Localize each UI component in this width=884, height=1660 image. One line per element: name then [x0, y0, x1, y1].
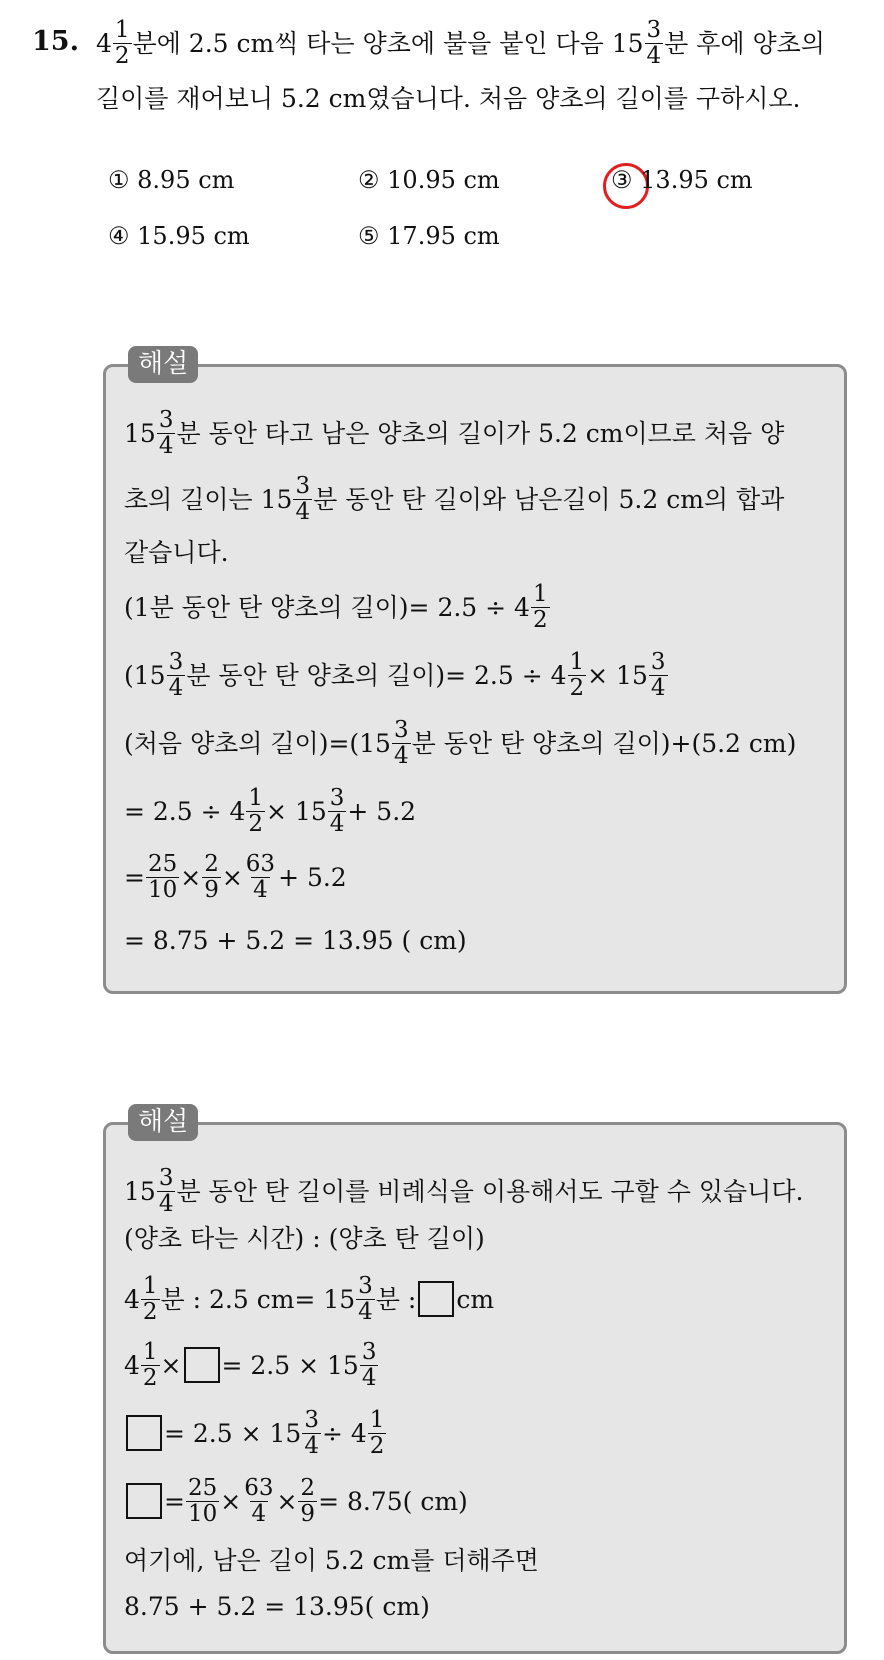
solution-tag-2: 해설 — [128, 1104, 198, 1141]
solution-line: 여기에, 남은 길이 5.2 cm를 더해주면 — [124, 1546, 539, 1575]
solution-line: 15 $\frac{3}{4}$ 분 동안 타고 남은 양초의 길이가 5.2 cm이므로 처음 양 — [124, 407, 785, 459]
blank-box — [126, 1415, 162, 1451]
choice-2[interactable]: ② 10.95 cm — [358, 166, 500, 194]
blank-box — [418, 1281, 454, 1317]
solution-line: = 2.5 ÷ 4 $\frac{1}{2}$ × 15 $\frac{3}{4}$ + 5.2 — [124, 785, 417, 837]
solution-line: 15 $\frac{3}{4}$ 분 동안 탄 길이를 비례식을 이용해서도 구할 수 있습니다. — [124, 1165, 804, 1217]
solution-line: (양초 타는 시간) : (양초 탄 길이) — [124, 1224, 485, 1253]
question-line-1: 4 $\frac{1}{2}$ 분에 2.5 cm씩 타는 양초에 불을 붙인 다음 15 $\frac{3}{4}$ 분 후에 양초의 — [96, 17, 825, 69]
solution-line: = 2.5 × 15 $\frac{3}{4}$ ÷ 4 $\frac{1}{2}$ — [124, 1408, 387, 1459]
choice-1[interactable]: ① 8.95 cm — [108, 166, 235, 194]
solution-line: = $\frac{25}{10}$ × $\frac{63}{4}$ × $\frac{2}{9}$ = 8.75( cm) — [124, 1476, 468, 1527]
solution-tag-1: 해설 — [128, 346, 198, 383]
solution-line: (1분 동안 탄 양초의 길이)= 2.5 ÷ 4 $\frac{1}{2}$ — [124, 581, 548, 633]
blank-box — [126, 1483, 162, 1519]
choice-5[interactable]: ⑤ 17.95 cm — [358, 222, 500, 250]
solution-line: = 8.75 + 5.2 = 13.95 ( cm) — [124, 926, 467, 955]
solution-line: (15 $\frac{3}{4}$ 분 동안 탄 양초의 길이)= 2.5 ÷ 4 $\frac{1}{2}$ × 15 $\frac{3}{4}$ — [124, 649, 666, 701]
solution-line: 초의 길이는 15 $\frac{3}{4}$ 분 동안 탄 길이와 남은길이 5.2 cm의 합과 — [124, 473, 785, 525]
solution-line: = $\frac{25}{10}$ × $\frac{2}{9}$ × $\frac{63}{4}$ + 5.2 — [124, 851, 347, 903]
solution-line: (처음 양초의 길이)=(15 $\frac{3}{4}$ 분 동안 탄 양초의 길이)+(5.2 cm) — [124, 717, 797, 769]
blank-box — [184, 1347, 220, 1383]
fraction: $\frac{3}{4}$ — [646, 17, 662, 69]
solution-line: 같습니다. — [124, 538, 229, 567]
choice-3[interactable]: ③ 13.95 cm — [611, 166, 753, 194]
solution-line: 4 $\frac{1}{2}$ 분 : 2.5 cm= 15 $\frac{3}{4}$ 분 : cm — [124, 1273, 495, 1325]
solution-line: 8.75 + 5.2 = 13.95( cm) — [124, 1592, 430, 1621]
question-number: 15. — [32, 26, 79, 57]
solution-line: 4 $\frac{1}{2}$ × = 2.5 × 15 $\frac{3}{4}$ — [124, 1339, 377, 1391]
fraction: $\frac{1}{2}$ — [114, 17, 130, 69]
choice-4[interactable]: ④ 15.95 cm — [108, 222, 250, 250]
question-line-2: 길이를 재어보니 5.2 cm였습니다. 처음 양초의 길이를 구하시오. — [96, 84, 801, 113]
